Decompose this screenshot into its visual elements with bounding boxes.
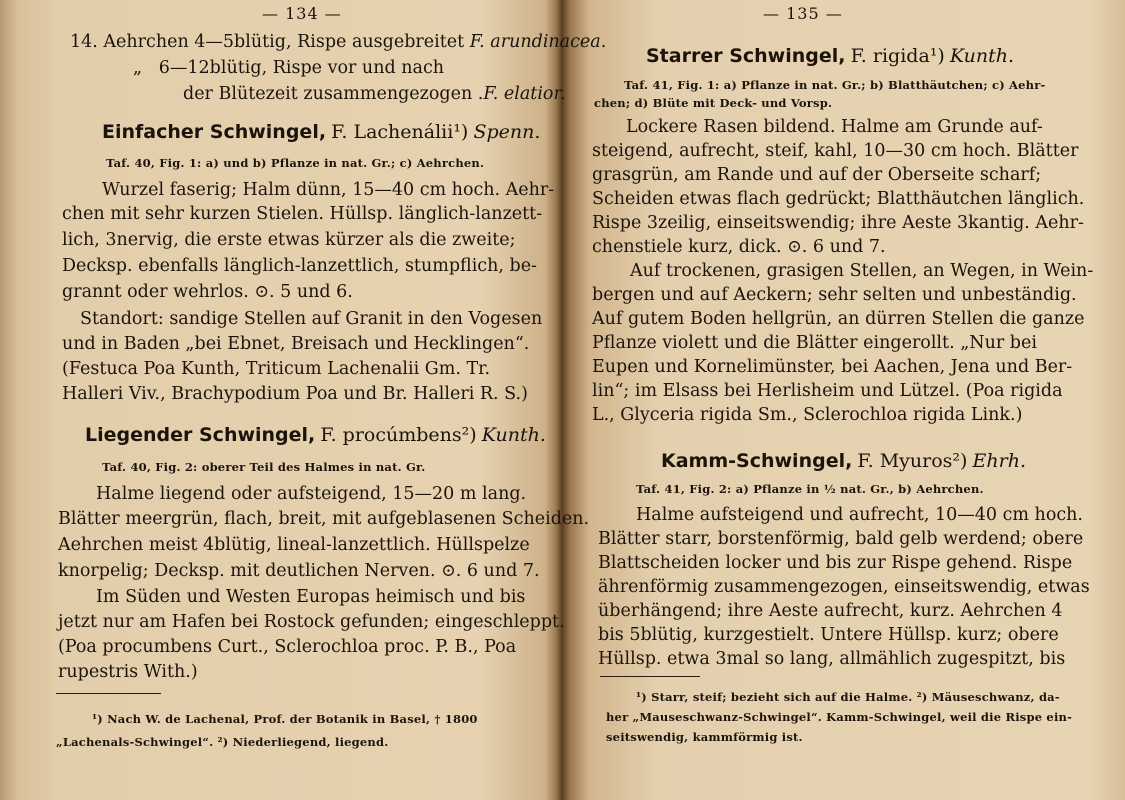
page-number-right: — 135 — [763,4,843,23]
section-heading-einfacher: Einfacher Schwingel, F. Lachenálii¹) Spenn. [102,121,541,143]
section-heading-liegender: Liegender Schwingel, F. procúmbens²) Kunth. [85,424,546,446]
text-line: grannt oder wehrlos. ⊙. 5 und 6. [62,282,353,302]
key-line-1: 14. Aehrchen 4—5blütig, Rispe ausgebreitet F. arundinacea. [70,32,607,52]
text-line: Blätter meergrün, flach, breit, mit aufgeblasenen Scheiden. [58,509,590,529]
text-line: lich, 3nervig, die erste etwas kürzer als die zweite; [62,230,516,250]
text-line: Auf trockenen, grasigen Stellen, an Wegen, in Wein- [630,261,1094,281]
right-page [566,0,1125,800]
text-line: bis 5blütig, kurzgestielt. Untere Hüllsp. kurz; obere [598,625,1059,645]
section-heading-kamm: Kamm-Schwingel, F. Myuros²) Ehrh. [661,450,1026,472]
text-line: Rispe 3zeilig, einseitswendig; ihre Aeste 3kantig. Aehr- [592,213,1084,233]
text-line: Halleri Viv., Brachypodium Poa und Br. Halleri R. S.) [62,384,528,404]
text-line: bergen und auf Aeckern; sehr selten und unbeständig. [592,285,1077,305]
figure-caption-taf41-2: Taf. 41, Fig. 2: a) Pflanze in ½ nat. Gr., b) Aehrchen. [636,482,984,496]
footnote-rule [56,693,161,694]
text-line: (Festuca Poa Kunth, Triticum Lachenalii Gm. Tr. [62,359,491,379]
text-line: Im Süden und Westen Europas heimisch und bis [96,587,526,607]
text-line: Pflanze violett und die Blätter eingerollt. „Nur bei [592,333,1037,353]
text-line: Wurzel faserig; Halm dünn, 15—40 cm hoch. Aehr- [102,180,555,200]
text-line: Decksp. ebenfalls länglich-lanzettlich, stumpflich, be- [62,256,537,276]
text-line: chen mit sehr kurzen Stielen. Hüllsp. länglich-lanzett- [62,204,543,224]
text-line: L., Glyceria rigida Sm., Sclerochloa rigida Link.) [592,405,1023,425]
text-line: Blätter starr, borstenförmig, bald gelb werdend; obere [598,529,1084,549]
text-line: Halme aufsteigend und aufrecht, 10—40 cm hoch. [636,505,1083,525]
text-line: steigend, aufrecht, steif, kahl, 10—30 cm hoch. Blätter [592,141,1079,161]
footnote-1: ¹) Nach W. de Lachenal, Prof. der Botanik in Basel, † 1800 [92,712,478,726]
text-line: und in Baden „bei Ebnet, Breisach und Hecklingen“. [62,334,530,354]
text-line: rupestris With.) [58,662,198,682]
figure-caption-taf40-1: Taf. 40, Fig. 1: a) und b) Pflanze in nat. Gr.; c) Aehrchen. [106,156,485,170]
text-line: Scheiden etwas flach gedrückt; Blatthäutchen länglich. [592,189,1085,209]
key-line-2: „ 6—12blütig, Rispe vor und nach [133,58,445,78]
text-line: jetzt nur am Hafen bei Rostock gefunden; eingeschleppt. [58,612,565,632]
text-line: Hüllsp. etwa 3mal so lang, allmählich zugespitzt, bis [598,649,1066,669]
text-line: Standort: sandige Stellen auf Granit in den Vogesen [80,309,543,329]
text-line: ährenförmig zusammengezogen, einseitswendig, etwas [598,577,1090,597]
text-line: überhängend; ihre Aeste aufrecht, kurz. Aehrchen 4 [598,601,1063,621]
text-line: chenstiele kurz, dick. ⊙. 6 und 7. [592,237,886,257]
text-line: Auf gutem Boden hellgrün, an dürren Stellen die ganze [592,309,1085,329]
footnote-2: her „Mauseschwanz-Schwingel“. Kamm-Schwingel, weil die Rispe ein- [606,710,1073,724]
footnote-3: seitswendig, kammförmig ist. [606,730,803,744]
section-heading-starrer: Starrer Schwingel, F. rigida¹) Kunth. [646,45,1015,67]
text-line: lin“; im Elsass bei Herlisheim und Lützel. (Poa rigida [592,381,1063,401]
footnote-1: ¹) Starr, steif; bezieht sich auf die Halme. ²) Mäuseschwanz, da- [636,690,1060,704]
text-line: grasgrün, am Rande und auf der Oberseite scharf; [592,165,1042,185]
page-number-left: — 134 — [262,4,342,23]
text-line: Eupen und Kornelimünster, bei Aachen, Jena und Ber- [592,357,1073,377]
footnote-2: „Lachenals-Schwingel“. ²) Niederliegend, liegend. [56,735,389,749]
text-line: Lockere Rasen bildend. Halme am Grunde auf- [626,117,1043,137]
text-line: (Poa procumbens Curt., Sclerochloa proc. P. B., Poa [58,637,517,657]
text-line: Blattscheiden locker und bis zur Rispe gehend. Rispe [598,553,1073,573]
figure-caption-taf41-1: Taf. 41, Fig. 1: a) Pflanze in nat. Gr.; b) Blatthäutchen; c) Aehr- [624,78,1046,92]
text-line: Aehrchen meist 4blütig, lineal-lanzettlich. Hüllspelze [58,535,530,555]
figure-caption-taf41-1-cont: chen; d) Blüte mit Deck- und Vorsp. [594,96,833,110]
footnote-rule [600,676,700,677]
key-line-3: der Blütezeit zusammengezogen . F. elatior. [183,84,566,104]
text-line: knorpelig; Decksp. mit deutlichen Nerven. ⊙. 6 und 7. [58,561,540,581]
text-line: Halme liegend oder aufsteigend, 15—20 m lang. [96,484,527,504]
figure-caption-taf40-2: Taf. 40, Fig. 2: oberer Teil des Halmes in nat. Gr. [102,460,426,474]
